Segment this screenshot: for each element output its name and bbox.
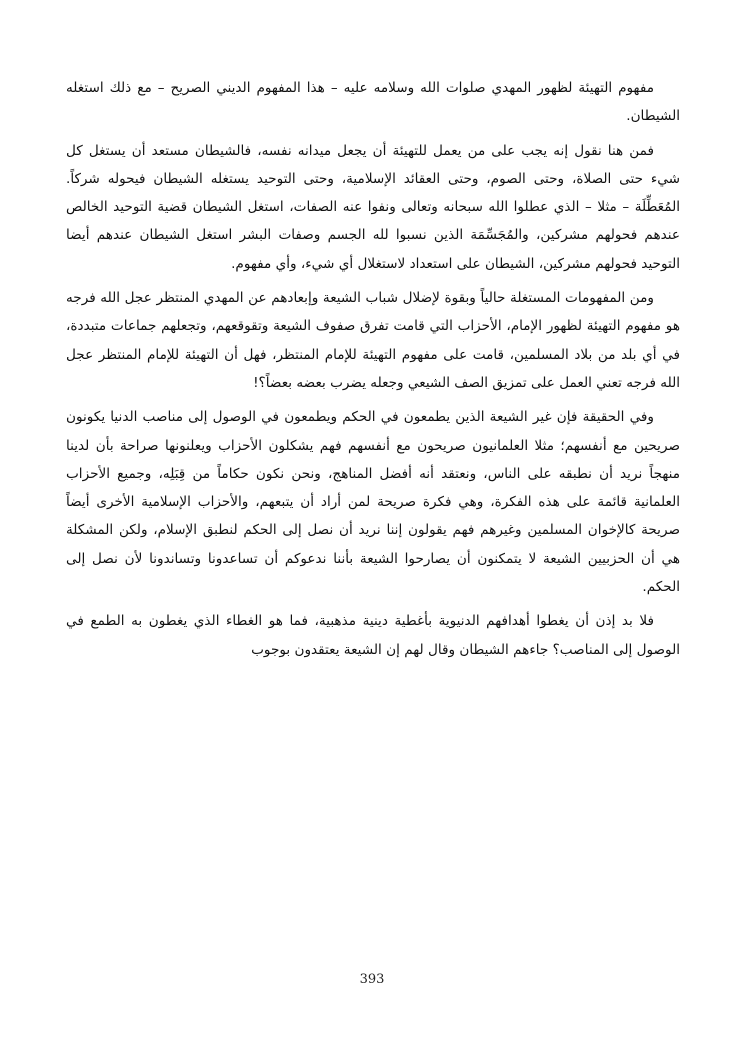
paragraph: مفهوم التهيئة لظهور المهدي صلوات الله وسلامه عليه – هذا المفهوم الديني الصريح – مع ذلك استغله الشيطان. <box>66 80 680 125</box>
paragraph: ومن المفهومات المستغلة حالياً وبقوة لإضلال شباب الشيعة وإبعادهم عن المهدي المنتظر عجل الله فرجه هو مفهوم التهيئة لظهور الإمام، الأحزاب التي قامت تفرق صفوف الشيعة وتقوقعهم، وتجعلهم جماعات متبددة، في أي بلد من بلاد المسلمين، قامت على مفهوم التهيئة للإمام المنتظر، فهل أن التهيئة للإمام المنتظر عجل الله فرجه تعني العمل على تمزيق الصف الشيعي وجعله يضرب بعضه بعضاً؟! <box>66 290 680 391</box>
page-number: 393 <box>359 972 385 987</box>
paragraph: وفي الحقيقة فإن غير الشيعة الذين يطمعون في الحكم ويطمعون في الوصول إلى مناصب الدنيا يكونون صريحين مع أنفسهم؛ مثلا العلمانيون صريحون مع أنفسهم فهم يشكلون الأحزاب ويعلنونها صراحة بأن لدينا منهجاً نريد أن نطبقه على الناس، ونعتقد أنه أفضل المناهج، ونحن نكون حكاماً من قِبَلِه، وجميع الأحزاب العلمانية قائمة على هذه الفكرة، وهي فكرة صريحة لمن أراد أن يتبعهم، والأحزاب الإسلامية الأخرى أيضاً صريحة كالإخوان المسلمين وغيرهم فهم يقولون إننا نريد أن نصل إلى الحكم لنطبق الإسلام، ولكن المشكلة هي أن الحزبيين الشيعة لا يتمكنون أن يصارحوا الشيعة بأننا ندعوكم أن تساعدونا وتساندونا لأن نصل إلى الحكم. <box>66 409 680 596</box>
paragraph: فلا بد إذن أن يغطوا أهدافهم الدنيوية بأغطية دينية مذهبية، فما هو الغطاء الذي يغطون به الطمع في الوصول إلى المناصب؟ جاءهم الشيطان وقال لهم إن الشيعة يعتقدون بوجوب <box>66 613 680 658</box>
body-text <box>66 74 680 670</box>
paragraph: فمن هنا نقول إنه يجب على من يعمل للتهيئة أن يجعل ميدانه نفسه، فالشيطان مستعد أن يستغل كل شيء حتى الصلاة، وحتى الصوم، وحتى العقائد الإسلامية، وحتى التوحيد يستغله الشيطان فيحوله شركاً. المُعَطِّلَة – مثلا – الذي عطلوا الله سبحانه وتعالى ونفوا عنه الصفات، استغل الشيطان قضية التوحيد الخالص عندهم فحولهم مشركين، والمُجَسِّمَة الذين نسبوا لله الجسم وصفات البشر استغل الشيطان عندهم أيضا التوحيد فحولهم مشركين، الشيطان على استعداد لاستغلال أي شيء، وأي مفهوم. <box>66 142 680 272</box>
